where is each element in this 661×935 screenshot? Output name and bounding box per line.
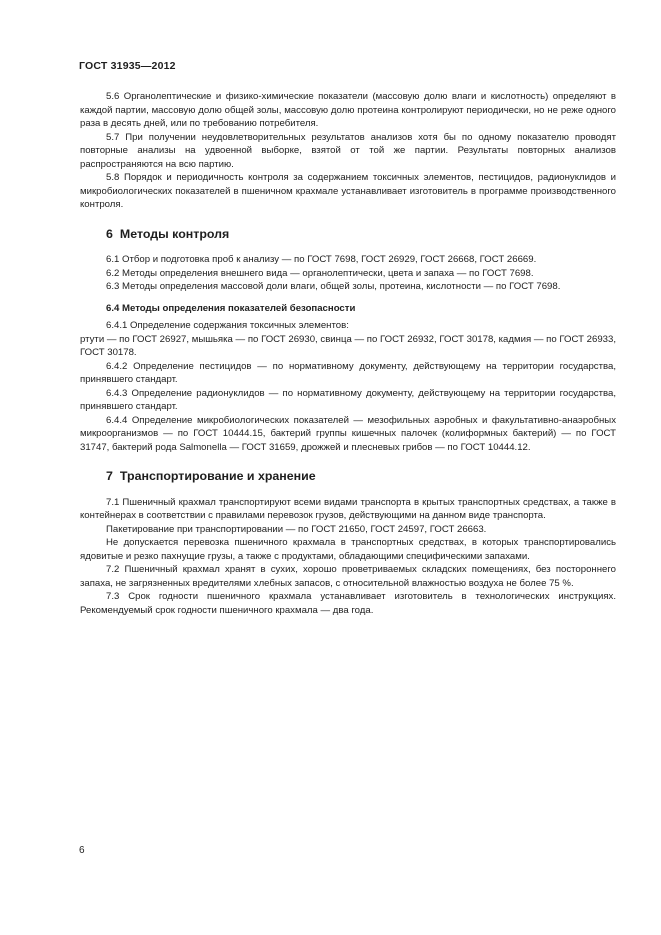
clause-6-4-3: 6.4.3 Определение радионуклидов — по нормативному документу, действующему на территории государства, принявшего стандарт. [80, 387, 616, 412]
section-6-title: Методы контроля [119, 226, 230, 241]
clause-5-6: 5.6 Органолептические и физико-химические показатели (массовую долю влаги и кислотность) определяют в каждой партии, массовую долю общей золы, массовую долю протеина контролируют периодически, но не реже одного раза в десять дней, или по требованию потребителя. [80, 91, 616, 129]
page-number: 6 [79, 845, 85, 856]
clause-6-1: 6.1 Отбор и подготовка проб к анализу — по ГОСТ 7698, ГОСТ 26929, ГОСТ 26668, ГОСТ 26669. [106, 254, 537, 265]
clause-7-1-packaging: Пакетирование при транспортировании — по ГОСТ 21650, ГОСТ 24597, ГОСТ 26663. [106, 523, 487, 535]
subsection-6-4-heading: 6.4 Методы определения показателей безопасности [106, 302, 356, 314]
clause-5-7: 5.7 При получении неудовлетворительных результатов анализов хотя бы по одному показателю проводят повторные анализы на удвоенной выборке, взятой от той же партии. Результаты повторных анализов распространяются на всю партию. [80, 131, 616, 170]
clause-5-8: 5.8 Порядок и периодичность контроля за содержанием токсичных элементов, пестицидов, радионуклидов и микробиологических показателей в пшеничном крахмале устанавливает изготовитель в программе производственного контроля. [80, 172, 616, 210]
clause-7-2: 7.2 Пшеничный крахмал хранят в сухих, хорошо проветриваемых складских помещениях, без постороннего запаха, не загрязненных вредителями хлебных запасов, с относительной влажностью воздуха не более 75 %. [80, 564, 616, 589]
document-code: ГОСТ 31935—2012 [79, 60, 176, 72]
section-7-number: 7 [106, 469, 113, 483]
clause-6-4-4: 6.4.4 Определение микробиологических показателей — мезофильных аэробных и факультативно-анаэробных микроорганизмов — по ГОСТ 10444.15, бактерий группы кишечных палочек (колиформных бактерий) — по ГОСТ 31747, бактерий рода Salmonella — ГОСТ 31659, дрожжей и плесневых грибов — по ГОСТ 10444.12. [80, 414, 616, 453]
section-7-title: Транспортирование и хранение [119, 469, 316, 483]
clause-6-4-2: 6.4.2 Определение пестицидов — по нормативному документу, действующему на территории государства, принявшего стандарт. [80, 360, 616, 385]
clause-6-4-1-list: ртути — по ГОСТ 26927, мышьяка — по ГОСТ 26930, свинца — по ГОСТ 26932, ГОСТ 30178, кадмия — по ГОСТ 26933, ГОСТ 30178. [80, 333, 616, 358]
section-6-heading [106, 228, 616, 242]
clause-7-1: 7.1 Пшеничный крахмал транспортируют всеми видами транспорта в крытых транспортных средствах, а также в контейнерах в соответствии с правилами перевозок грузов, действующими на данном виде транспорта. [80, 496, 616, 521]
clause-7-1-restriction: Не допускается перевозка пшеничного крахмала в транспортных средствах, в которых транспортировались ядовитые и резко пахнущие грузы, а также с продуктами, обладающими специфическими запахами. [80, 537, 616, 562]
clause-6-3: 6.3 Методы определения массовой доли влаги, общей золы, протеина, кислотности — по ГОСТ 7698. [106, 281, 561, 292]
clause-6-2: 6.2 Методы определения внешнего вида — органолептически, цвета и запаха — по ГОСТ 7698. [106, 267, 534, 279]
section-6-number: 6 [106, 226, 113, 241]
clause-6-4-1: 6.4.1 Определение содержания токсичных элементов: [106, 320, 349, 331]
section-7-heading [106, 470, 616, 484]
page-body [80, 90, 616, 617]
clause-7-3: 7.3 Срок годности пшеничного крахмала устанавливает изготовитель в технологических инструкциях. Рекомендуемый срок годности пшеничного крахмала — два года. [80, 591, 616, 616]
